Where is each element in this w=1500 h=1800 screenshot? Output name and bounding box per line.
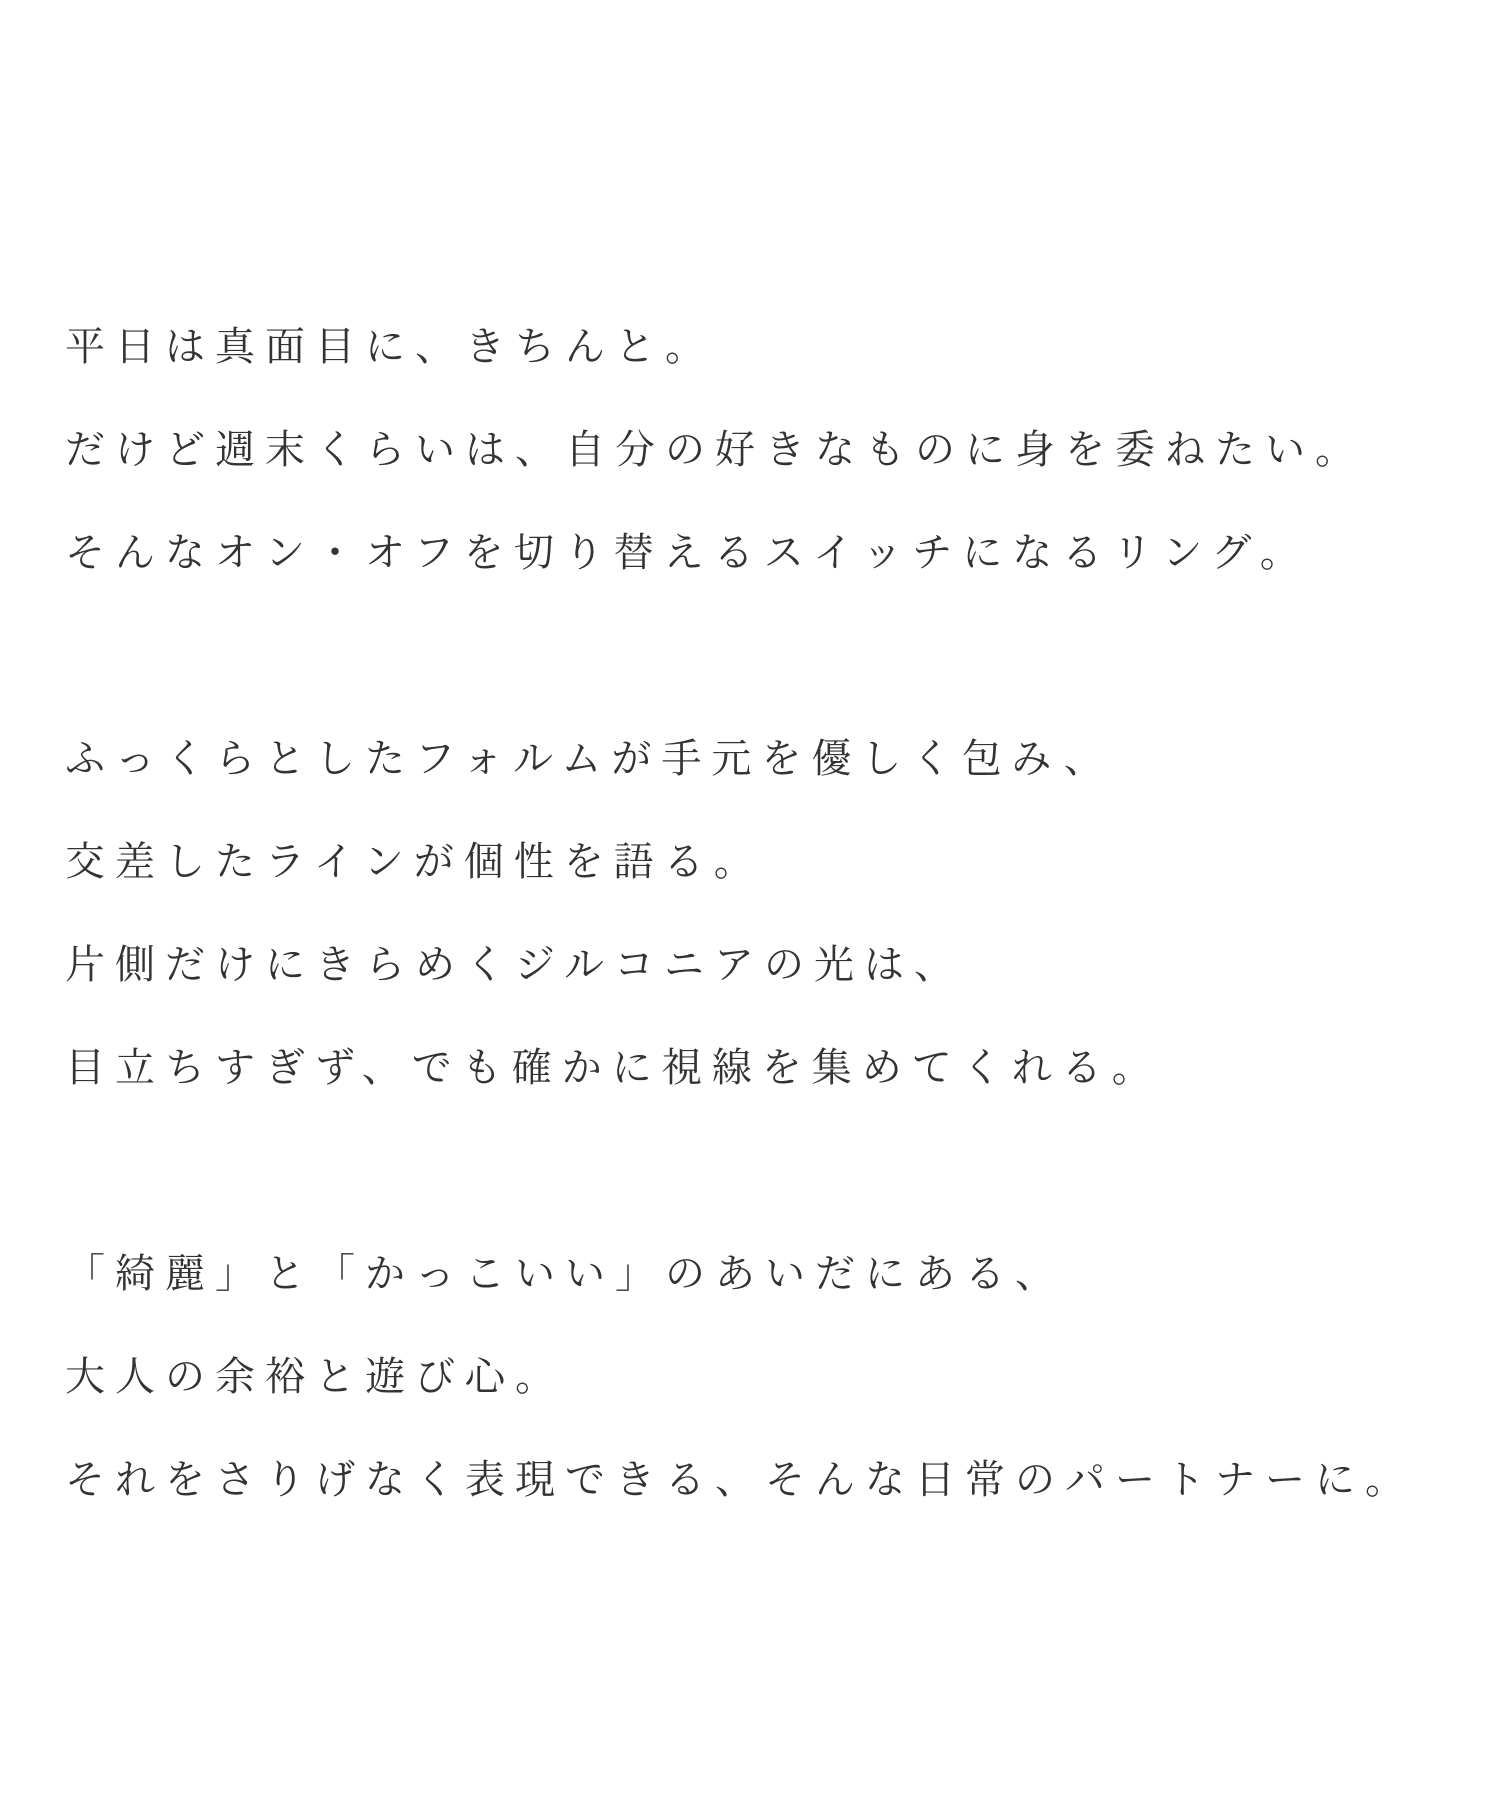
- text-line: 目立ちすぎず、でも確かに視線を集めてくれる。: [65, 1045, 1162, 1090]
- text-line: 片側だけにきらめくジルコニアの光は、: [65, 942, 964, 987]
- text-line: 「綺麗」と「かっこいい」のあいだにある、: [65, 1251, 1065, 1296]
- text-line: そんなオン・オフを切り替えるスイッチになるリング。: [65, 530, 1310, 575]
- text-line: 平日は真面目に、きちんと。: [65, 324, 715, 369]
- paragraph-intro: [65, 295, 1465, 604]
- text-line: ふっくらとしたフォルムが手元を優しく包み、: [65, 736, 1114, 781]
- product-description-copy: [65, 295, 1465, 1531]
- paragraph-closing: [65, 1222, 1465, 1531]
- text-line: それをさりげなく表現できる、そんな日常のパートナーに。: [65, 1457, 1415, 1502]
- text-line: 交差したラインが個性を語る。: [65, 839, 764, 884]
- text-line: 大人の余裕と遊び心。: [65, 1354, 565, 1399]
- paragraph-design: [65, 707, 1465, 1119]
- text-line: だけど週末くらいは、自分の好きなものに身を委ねたい。: [65, 427, 1365, 472]
